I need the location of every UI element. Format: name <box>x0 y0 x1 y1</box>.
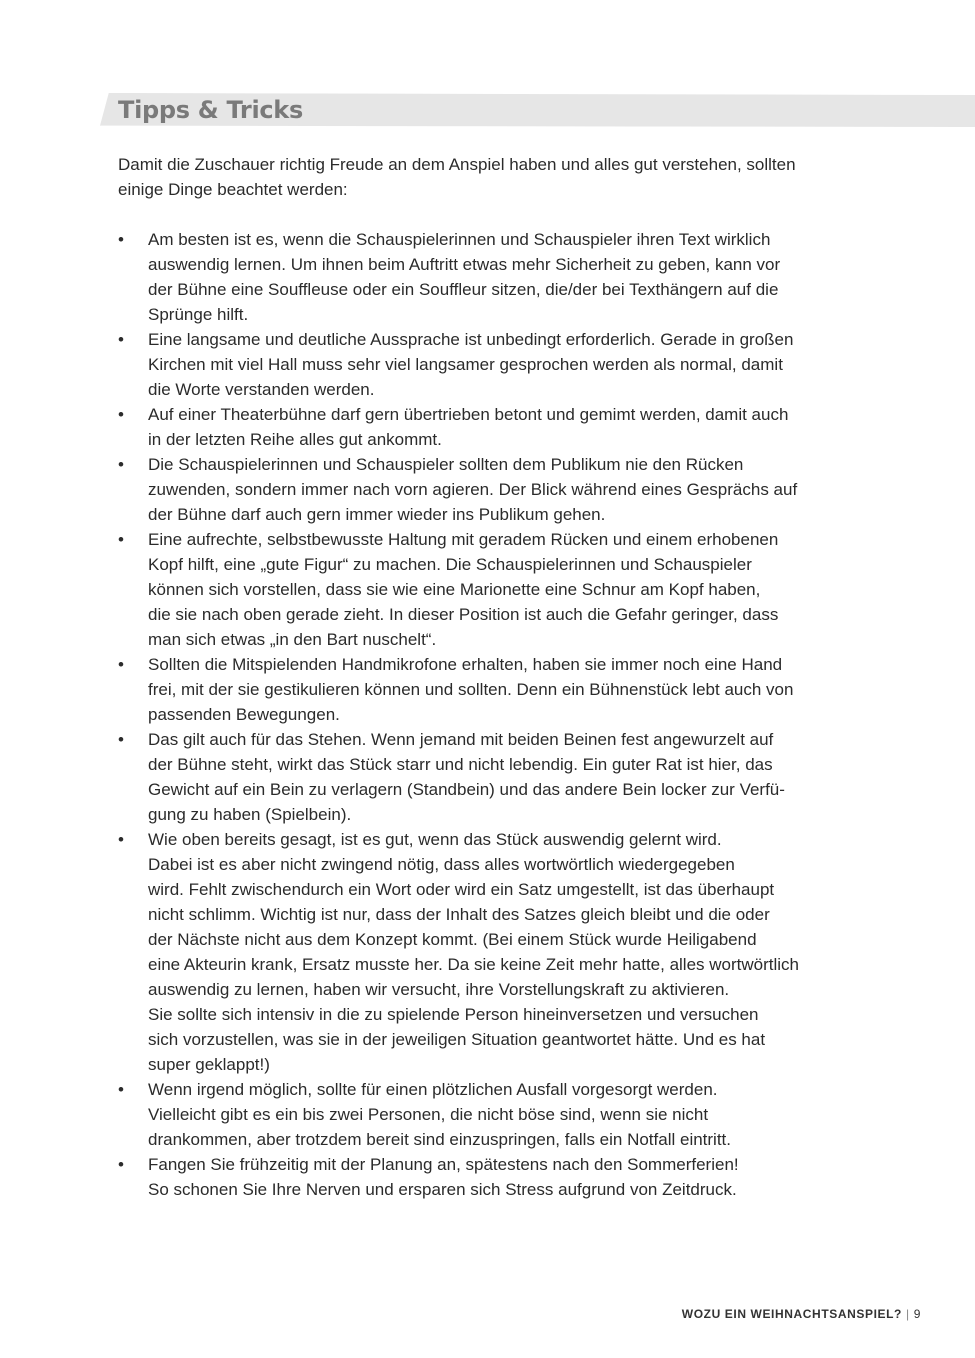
tip-text: Wenn irgend möglich, sollte für einen plötzlichen Ausfall vorgesorgt werden. Vielleicht gibt es ein bis zwei Personen, die nicht böse sind, wenn sie nicht drankommen, aber trotzdem bereit sind einzuspringen, falls ein Notfall eintritt. <box>148 1080 732 1149</box>
section-heading: Tipps & Tricks <box>118 96 303 124</box>
bullet-icon: • <box>118 730 124 749</box>
list-item <box>118 827 868 1077</box>
list-item <box>118 1152 868 1202</box>
bullet-icon: • <box>118 1080 124 1099</box>
bullet-icon: • <box>118 1155 124 1174</box>
list-item <box>118 527 868 652</box>
tips-list <box>118 227 868 1202</box>
tip-text: Sollten die Mitspielenden Handmikrofone erhalten, haben sie immer noch eine Hand frei, mit der sie gestikulieren können und sollten. Denn ein Bühnenstück lebt auch von passenden Bewegungen. <box>148 655 794 724</box>
list-item <box>118 652 868 727</box>
list-item <box>118 402 868 452</box>
bullet-icon: • <box>118 655 124 674</box>
list-item <box>118 727 868 827</box>
footer-separator: | <box>906 1307 910 1321</box>
running-title: WOZU EIN WEIHNACHTSANSPIEL? <box>681 1307 902 1321</box>
bullet-icon: • <box>118 405 124 424</box>
intro-paragraph: Damit die Zuschauer richtig Freude an dem Anspiel haben und alles gut verstehen, sollten einige Dinge beachtet werden: <box>118 155 796 199</box>
bullet-icon: • <box>118 530 124 549</box>
tip-text: Die Schauspielerinnen und Schauspieler sollten dem Publikum nie den Rücken zuwenden, sondern immer nach vorn agieren. Der Blick während eines Gesprächs auf der Bühne darf auch gern immer wieder ins Publikum gehen. <box>148 455 798 524</box>
tip-text: Eine langsame und deutliche Aussprache ist unbedingt erforderlich. Gerade in großen Kirchen mit viel Hall muss sehr viel langsamer gesprochen werden als normal, damit die Worte verstanden werden. <box>148 330 794 399</box>
bullet-icon: • <box>118 455 124 474</box>
list-item <box>118 327 868 402</box>
tip-text: Das gilt auch für das Stehen. Wenn jemand mit beiden Beinen fest angewurzelt auf der Bühne steht, wirkt das Stück starr und nicht lebendig. Ein guter Rat ist hier, das Gewicht auf ein Bein zu verlagern (Standbein) und das andere Bein locker zur Verfü- gung zu haben (Spielbein). <box>148 730 785 824</box>
list-item <box>118 227 868 327</box>
list-item <box>118 452 868 527</box>
bullet-icon: • <box>118 830 124 849</box>
bullet-icon: • <box>118 330 124 349</box>
tip-text: Auf einer Theaterbühne darf gern übertrieben betont und gemimt werden, damit auch in der letzten Reihe alles gut ankommt. <box>148 405 789 449</box>
bullet-icon: • <box>118 230 124 249</box>
page-number: 9 <box>913 1307 921 1321</box>
tip-text: Am besten ist es, wenn die Schauspielerinnen und Schauspieler ihren Text wirklich auswendig lernen. Um ihnen beim Auftritt etwas mehr Sicherheit zu geben, kann vor der Bühne eine Souffleuse oder ein Souffleur sitzen, die/der bei Texthängern auf die Sprünge hilft. <box>148 230 781 324</box>
tip-text: Wie oben bereits gesagt, ist es gut, wenn das Stück auswendig gelernt wird. Dabei ist es aber nicht zwingend nötig, dass alles wortwörtlich wiedergegeben wird. Fehlt zwischendurch ein Wort oder wird ein Satz umgestellt, ist das überhaupt nicht schlimm. Wichtig ist nur, dass der Inhalt des Satzes gleich bleibt und die oder der Nächste nicht aus dem Konzept kommt. (Bei einem Stück wurde Heiligabend eine Akteurin krank, Ersatz musste her. Da sie keine Zeit mehr hatte, alles wortwörtlich auswendig zu lernen, haben wir versucht, ihre Vorstellungskraft zu aktivieren. Sie sollte sich intensiv in die zu spielende Person hineinversetzen und versuchen sich vorzustellen, was sie in der jeweiligen Situation geantwortet hätte. Und es hat super geklappt!) <box>148 830 799 1074</box>
tip-text: Eine aufrechte, selbstbewusste Haltung mit geradem Rücken und einem erhobenen Kopf hilft, eine „gute Figur“ zu machen. Die Schauspielerinnen und Schauspieler können sich vorstellen, dass sie wie eine Marionette eine Schnur am Kopf haben, die sie nach oben gerade zieht. In dieser Position ist auch die Gefahr geringer, dass man sich etwas „in den Bart nuschelt“. <box>148 530 779 649</box>
list-item <box>118 1077 868 1152</box>
tip-text: Fangen Sie frühzeitig mit der Planung an, spätestens nach den Sommerferien! So schonen Sie Ihre Nerven und ersparen sich Stress aufgrund von Zeitdruck. <box>148 1155 739 1199</box>
page-footer <box>682 1307 921 1321</box>
